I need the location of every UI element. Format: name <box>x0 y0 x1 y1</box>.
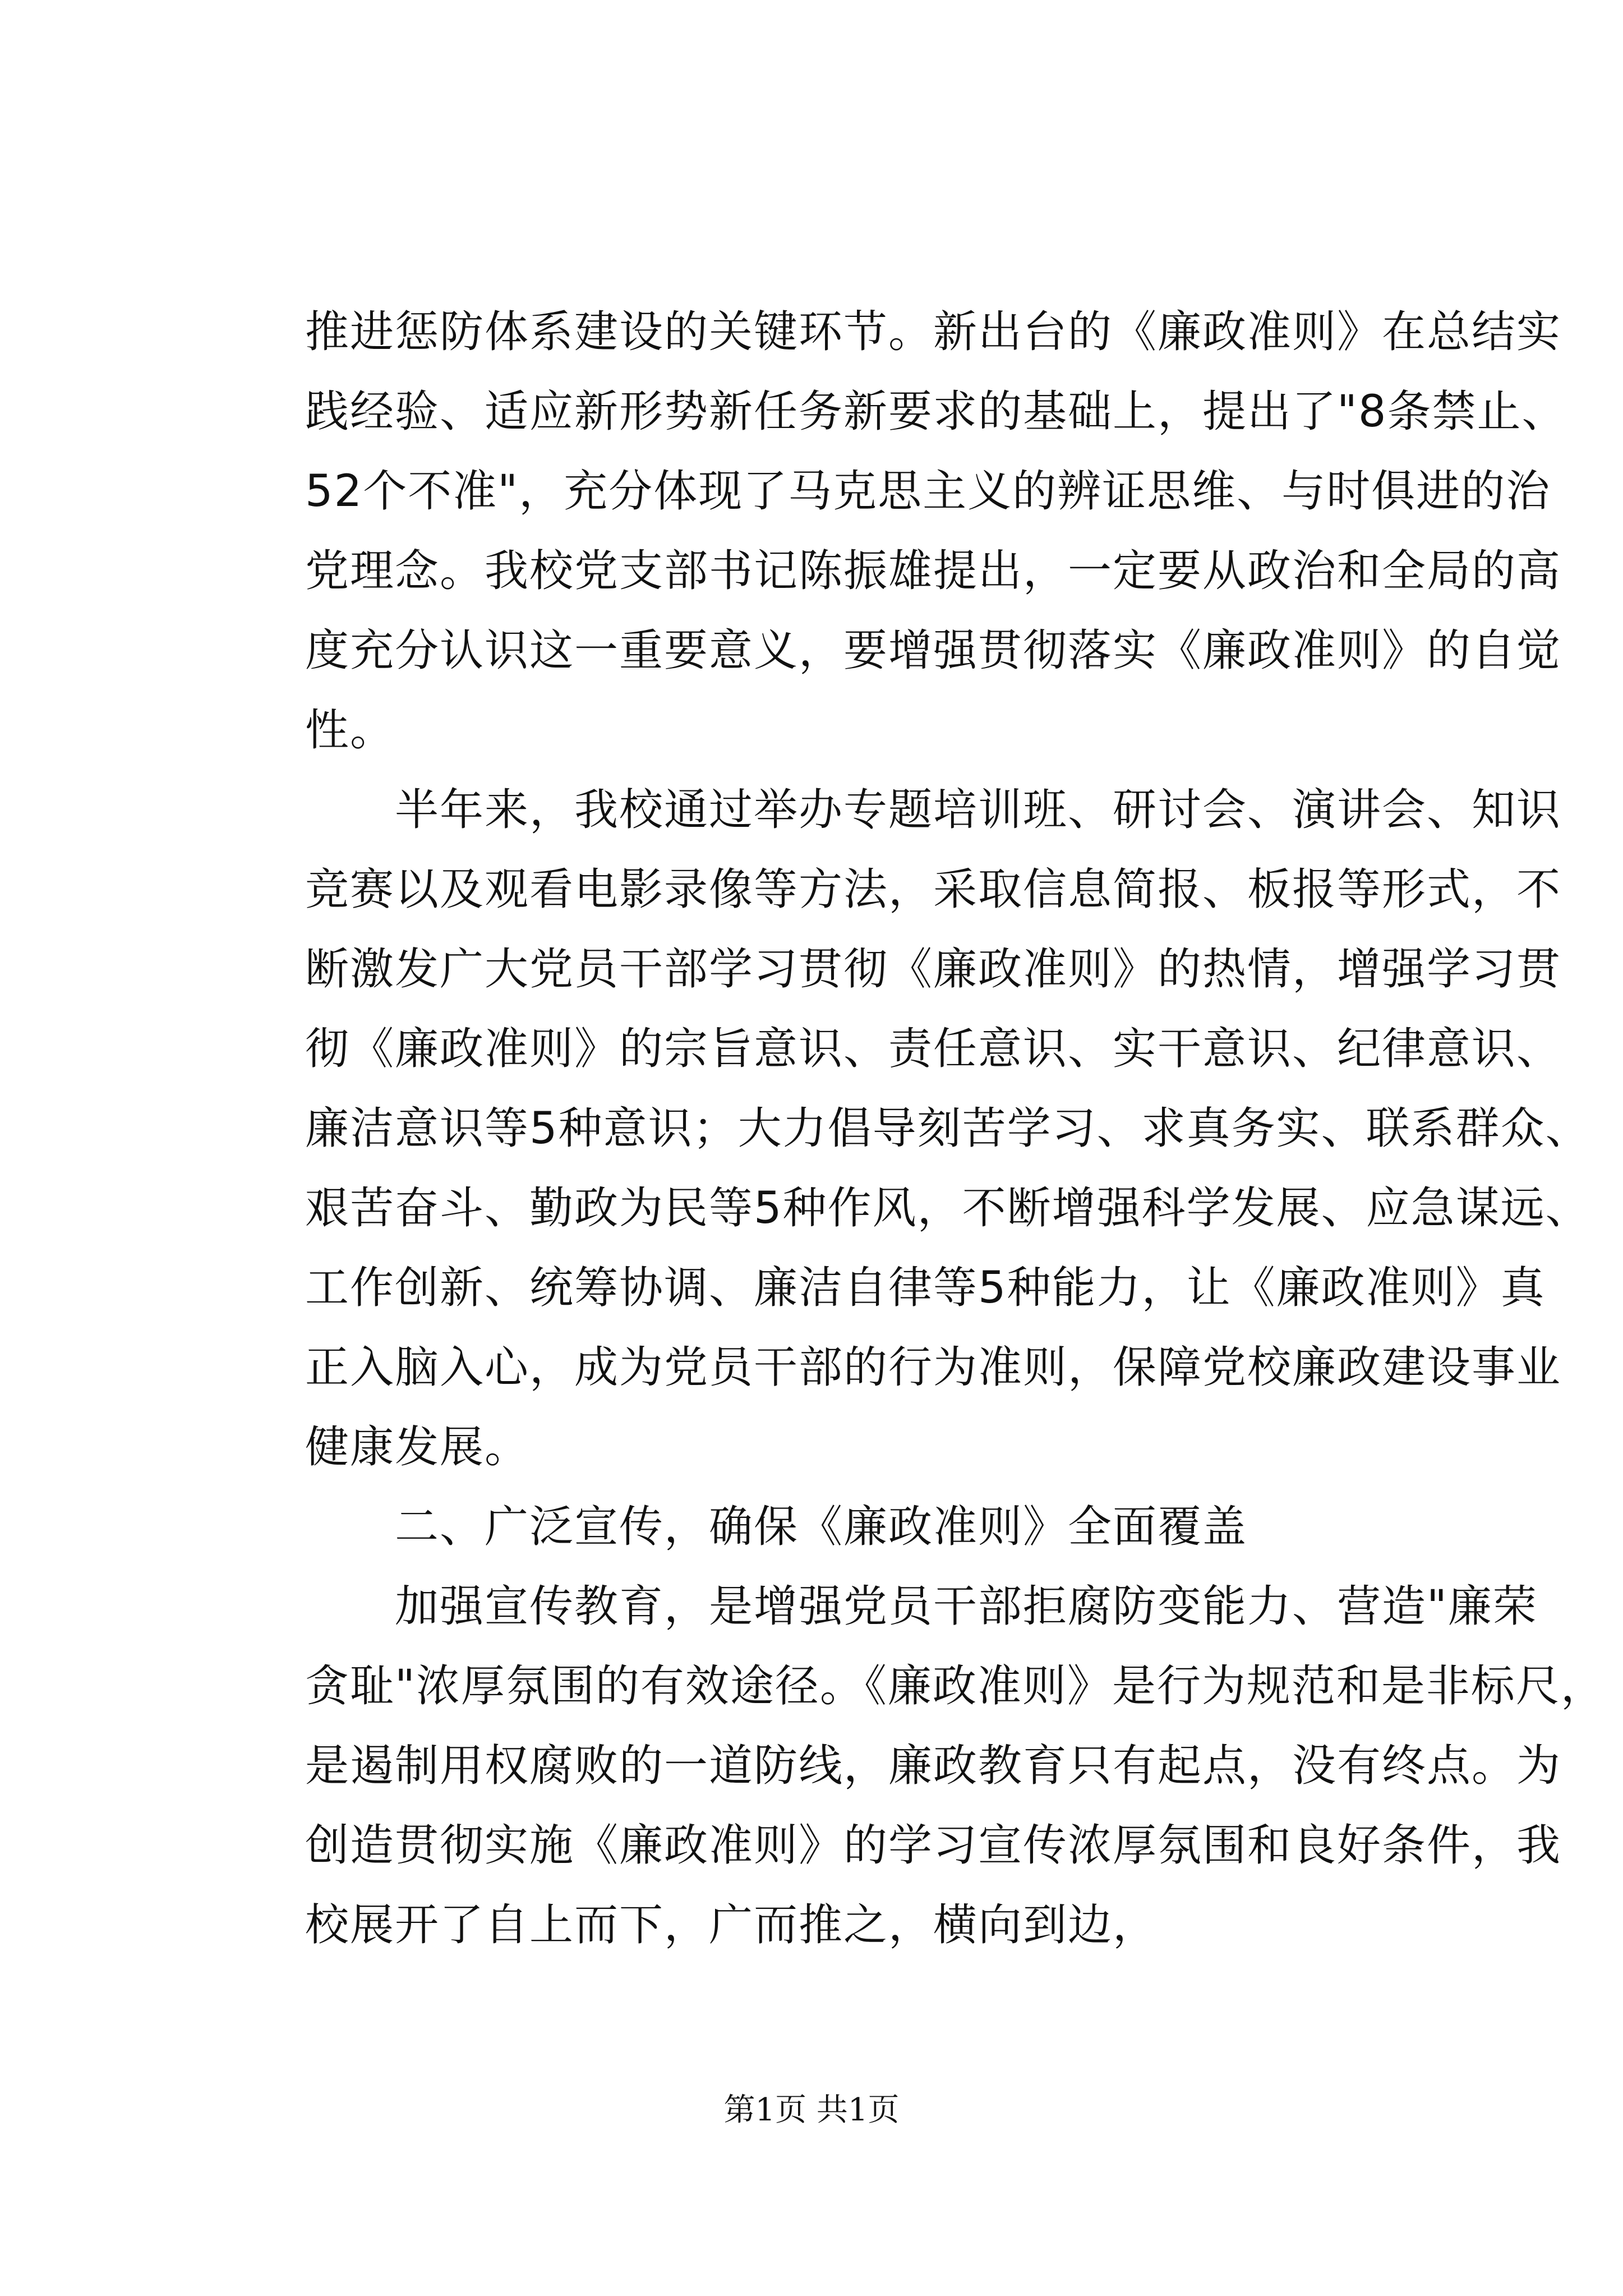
body-line: 校展开了自上而下，广而推之，横向到边， <box>305 1900 1158 1950</box>
body-line: 践经验、适应新形势新任务新要求的基础上，提出了"8条禁止、 <box>305 386 1567 437</box>
body-line: 性。 <box>305 705 395 756</box>
body-line: 廉洁意识等5种意识；大力倡导刻苦学习、求真务实、联系群众、 <box>305 1103 1590 1154</box>
body-line: 是遏制用权腐败的一道防线，廉政教育只有起点，没有终点。为 <box>305 1741 1562 1791</box>
body-line: 52个不准"，充分体现了马克思主义的辨证思维、与时俱进的治 <box>305 466 1551 517</box>
body-line: 正入脑入心，成为党员干部的行为准则，保障党校廉政建设事业 <box>305 1342 1562 1393</box>
body-line: 健康发展。 <box>305 1422 530 1473</box>
body-line: 半年来，我校通过举办专题培训班、研讨会、演讲会、知识 <box>305 785 1562 835</box>
body-line: 党理念。我校党支部书记陈振雄提出，一定要从政治和全局的高 <box>305 546 1562 596</box>
body-line: 彻《廉政准则》的宗旨意识、责任意识、实干意识、纪律意识、 <box>305 1024 1562 1074</box>
body-line: 创造贯彻实施《廉政准则》的学习宣传浓厚氛围和良好条件，我 <box>305 1820 1562 1871</box>
body-line: 加强宣传教育，是增强党员干部拒腐防变能力、营造"廉荣 <box>305 1581 1538 1632</box>
body-line: 工作创新、统筹协调、廉洁自律等5种能力，让《廉政准则》真 <box>305 1263 1546 1313</box>
body-line: 贪耻"浓厚氛围的有效途径。《廉政准则》是行为规范和是非标尺， <box>305 1661 1606 1711</box>
body-line: 推进惩防体系建设的关键环节。新出台的《廉政准则》在总结实 <box>305 307 1562 357</box>
section-heading: 二、广泛宣传，确保《廉政准则》全面覆盖 <box>305 1502 1248 1552</box>
body-line: 断激发广大党员干部学习贯彻《廉政准则》的热情，增强学习贯 <box>305 944 1562 995</box>
page-footer: 第1页 共1页 <box>723 2092 900 2128</box>
body-line: 度充分认识这一重要意义，要增强贯彻落实《廉政准则》的自觉 <box>305 625 1562 676</box>
body-line: 艰苦奋斗、勤政为民等5种作风，不断增强科学发展、应急谋远、 <box>305 1183 1590 1234</box>
body-line: 竞赛以及观看电影录像等方法，采取信息简报、板报等形式，不 <box>305 864 1562 915</box>
